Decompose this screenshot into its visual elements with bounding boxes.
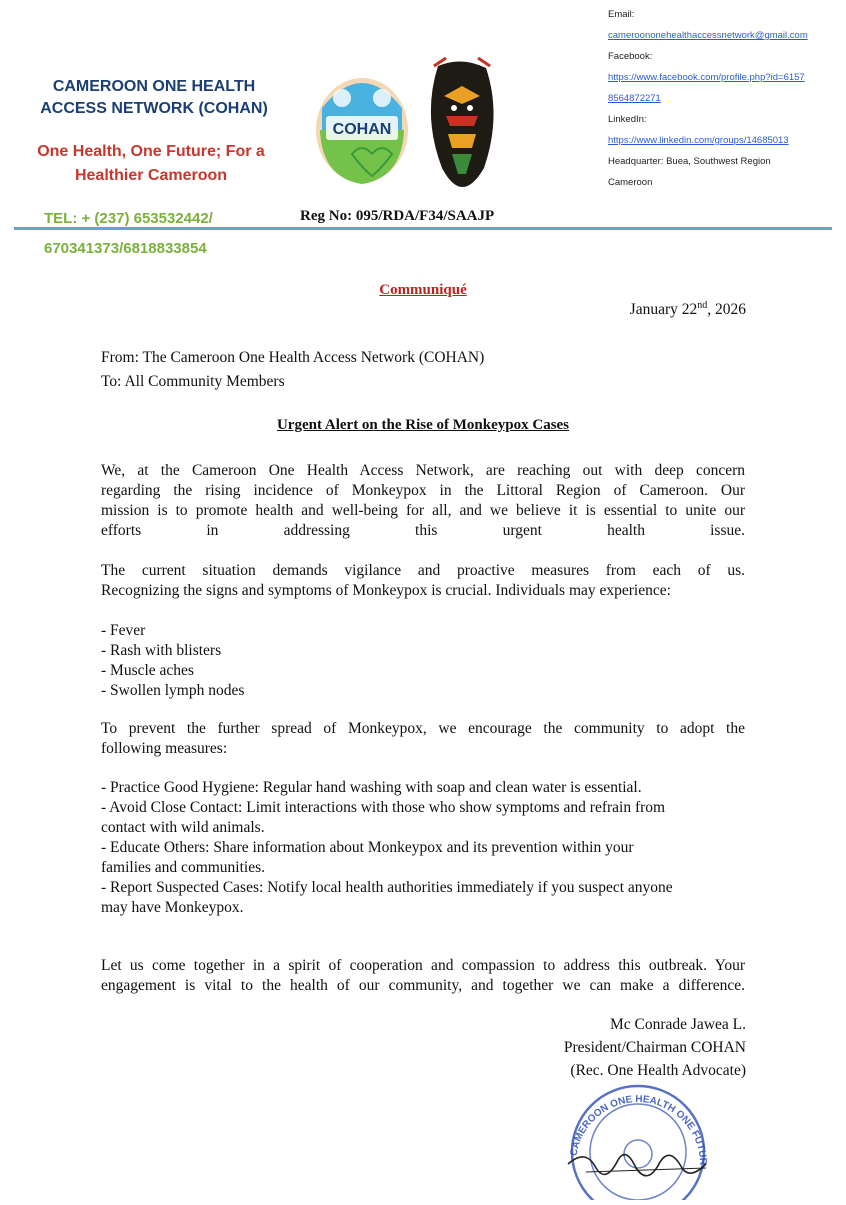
measures-list — [101, 778, 745, 918]
list-item: - Fever — [101, 622, 146, 639]
list-item: - Practice Good Hygiene: Regular hand washing with soap and clean water is essential. — [101, 779, 642, 796]
date-prefix: January 22 — [629, 301, 698, 319]
list-item: - Educate Others: Share information about Monkeypox and its prevention within your — [101, 839, 634, 856]
list-item: - Avoid Close Contact: Limit interactions with those who show symptoms and refrain from — [101, 799, 666, 816]
list-item: families and communities. — [101, 859, 266, 876]
paragraph-line: We, at the Cameroon One Health Access Network, are reaching out with deep concern — [101, 462, 745, 479]
paragraph-line: To prevent the further spread of Monkeypox, we encourage the community to adopt the — [101, 720, 745, 737]
from-to-block — [101, 346, 484, 394]
iyaa-logo — [416, 56, 508, 206]
signatory-role: (Rec. One Health Advocate) — [570, 1062, 746, 1079]
paragraph-prevention — [101, 719, 745, 759]
paragraph-line: Let us come together in a spirit of cooperation and compassion to address this outbreak. Your — [101, 957, 745, 974]
linkedin-link[interactable]: https://www.linkedin.com/groups/14685013 — [608, 135, 789, 146]
paragraph-intro — [101, 461, 745, 541]
paragraph-line: The current situation demands vigilance and proactive measures from each of us. — [101, 562, 745, 579]
svg-text:CAMEROON ONE HEALTH ONE FUTURE: CAMEROON ONE HEALTH ONE FUTUR — [568, 1093, 709, 1166]
paragraph-situation — [101, 561, 745, 601]
org-name: CAMEROON ONE HEALTH ACCESS NETWORK (COHAN) — [40, 78, 268, 117]
org-slogan: One Health, One Future; For a Healthier Cameroon — [37, 143, 265, 184]
letter-subject: Urgent Alert on the Rise of Monkeypox Cases — [276, 417, 570, 433]
facebook-link[interactable] — [608, 67, 840, 109]
headquarter-line-2: Cameroon — [608, 177, 653, 188]
contact-block — [608, 4, 840, 193]
cohan-logo — [312, 68, 412, 190]
linkedin-label: LinkedIn: — [608, 114, 647, 125]
list-item: - Swollen lymph nodes — [101, 682, 245, 699]
list-item: contact with wild animals. — [101, 819, 265, 836]
list-item: - Report Suspected Cases: Notify local health authorities immediately if you suspect anyone — [101, 879, 673, 896]
signatory-name: Mc Conrade Jawea L. — [609, 1016, 746, 1033]
date-superscript: nd — [697, 300, 708, 311]
paragraph-line: mission is to promote health and well-being for all, and we believe it is essential to unite our — [101, 502, 745, 519]
from-line: From: The Cameroon One Health Access Network (COHAN) — [101, 349, 485, 366]
official-stamp — [556, 1068, 716, 1200]
header-divider — [14, 227, 832, 230]
list-item: - Rash with blisters — [101, 642, 222, 659]
paragraph-line: Recognizing the signs and symptoms of Monkeypox is crucial. Individuals may experience: — [101, 582, 671, 599]
letter-date — [630, 300, 746, 319]
list-item: - Muscle aches — [101, 662, 194, 679]
facebook-label: Facebook: — [608, 51, 653, 62]
list-item: may have Monkeypox. — [101, 899, 244, 916]
facebook-link-line-1[interactable]: https://www.facebook.com/profile.php?id=6157 — [608, 72, 805, 83]
org-telephone — [44, 204, 274, 264]
email-link[interactable]: cameroononehealthaccessnetwork@gmail.com — [608, 30, 808, 41]
headquarter-line-1: Headquarter: Buea, Southwest Region — [608, 156, 771, 167]
communique-title: Communiqué — [379, 282, 467, 298]
date-suffix: , 2026 — [707, 301, 746, 319]
signatory-title: President/Chairman COHAN — [563, 1039, 746, 1056]
symptoms-list — [101, 621, 745, 701]
registration-number: Reg No: 095/RDA/F34/SAAJP — [300, 208, 495, 224]
paragraph-line: following measures: — [101, 740, 228, 757]
paragraph-line: regarding the rising incidence of Monkeypox in the Littoral Region of Cameroon. Our — [101, 482, 745, 499]
email-label: Email: — [608, 9, 635, 20]
cohan-logo-text: COHAN — [332, 121, 392, 138]
to-line: To: All Community Members — [101, 373, 285, 390]
paragraph-closing — [101, 956, 745, 996]
paragraph-line: efforts in addressing this urgent health issue. — [101, 522, 745, 539]
telephone-line-2: 670341373/6818833854 — [44, 240, 207, 257]
telephone-line-1: TEL: + (237) 653532442/ — [44, 210, 213, 227]
facebook-link-line-2[interactable]: 8564872271 — [608, 93, 661, 104]
paragraph-line: engagement is vital to the health of our community, and together we can make a difference. — [101, 977, 745, 994]
